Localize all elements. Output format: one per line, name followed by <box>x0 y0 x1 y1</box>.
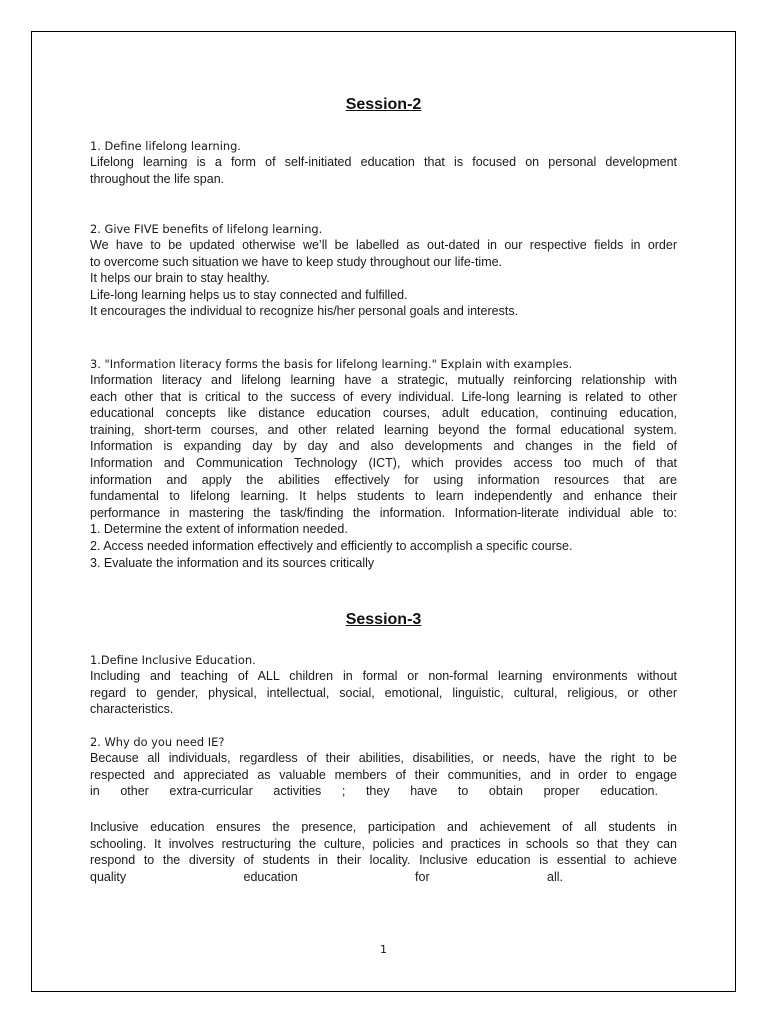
s3-q1-answer-line: Including and teaching of ALL children in formal or non-formal learning environments without <box>90 669 677 683</box>
document-page <box>31 31 736 992</box>
s2-q2-answer-line: It helps our brain to stay healthy. <box>90 271 270 286</box>
s2-q1-block <box>90 138 677 187</box>
s2-q3-answer-line: each other that is critical to the success of every individual. Life-long learning is related to other <box>90 389 677 404</box>
s2-q3-question: 3. "Information literacy forms the basis for lifelong learning." Explain with examples. <box>90 357 573 371</box>
s2-q3-answer-line: performance in mastering the task/finding the information. Information-literate individual able to: <box>90 505 677 520</box>
s2-q3-answer-line: 3. Evaluate the information and its sources critically <box>90 555 375 570</box>
s3-q2-p2-line: Inclusive education ensures the presence, participation and achievement of all students in <box>90 820 677 834</box>
s2-q3-answer-line: Information literacy and lifelong learning have a strategic, mutually reinforcing relationship with <box>90 373 677 387</box>
s3-q2-answer-line: in other extra-curricular activities ; they have to obtain proper education. <box>90 784 658 799</box>
s2-q3-answer-line: Information and Communication Technology (ICT), which provides access too much of that <box>90 455 677 470</box>
s2-q3-answer-line: information and apply the abilities effectively for using information resources that are <box>90 472 677 487</box>
s2-q1-question: 1. Define lifelong learning. <box>90 139 241 153</box>
s2-q2-block <box>90 221 677 320</box>
s2-q2-answer-line: Life-long learning helps us to stay connected and fulfilled. <box>90 287 408 302</box>
s3-q1-block <box>90 652 677 718</box>
s3-q1-answer-line: regard to gender, physical, intellectual, social, emotional, linguistic, cultural, religious, or other <box>90 685 677 700</box>
s3-q2-p2-line: quality education for all. <box>90 869 563 884</box>
session-2-heading: Session-2 <box>345 96 422 113</box>
s3-q2-paragraph2 <box>90 819 677 885</box>
s2-q3-answer-line: educational concepts like distance education courses, adult education, continuing education, <box>90 406 677 421</box>
s2-q3-answer-line: Information is expanding day by day and also developments and changes in the field of <box>90 439 677 454</box>
page-number: 1 <box>380 943 387 956</box>
s2-q3-answer-line: 2. Access needed information effectively and efficiently to accomplish a specific course. <box>90 538 573 553</box>
s2-q2-question: 2. Give FIVE benefits of lifelong learning. <box>90 222 323 236</box>
s3-q2-answer-line: respected and appreciated as valuable members of their communities, and in order to engage <box>90 767 677 782</box>
s3-q2-answer-line: Because all individuals, regardless of their abilities, disabilities, or needs, have the right to be <box>90 751 677 765</box>
s2-q3-answer-line: training, short-term courses, and other related learning beyond the formal educational system. <box>90 422 677 437</box>
session-3-heading: Session-3 <box>345 611 422 628</box>
s2-q2-answer-line: It encourages the individual to recognize his/her personal goals and interests. <box>90 304 519 319</box>
s3-q2-question: 2. Why do you need IE? <box>90 735 225 749</box>
s2-q1-answer-line: Lifelong learning is a form of self-initiated education that is focused on personal development <box>90 155 677 169</box>
s2-q2-answer-line: to overcome such situation we have to keep study throughout our life-time. <box>90 254 503 269</box>
s3-q2-p2-line: schooling. It involves restructuring the culture, policies and practices in schools so that they can <box>90 836 677 851</box>
s2-q3-answer-line: fundamental to lifelong learning. It helps students to learn independently and enhance their <box>90 489 677 504</box>
s2-q2-answer-line: We have to be updated otherwise we’ll be labelled as out-dated in our respective fields in order <box>90 238 677 252</box>
s2-q3-block <box>90 356 677 571</box>
s3-q2-block <box>90 734 677 800</box>
s2-q1-answer-line: throughout the life span. <box>90 171 225 186</box>
s3-q2-p2-line: respond to the diversity of students in their locality. Inclusive education is essential to achieve <box>90 853 677 868</box>
s3-q1-question: 1.Define Inclusive Education. <box>90 653 256 667</box>
s2-q3-answer-line: 1. Determine the extent of information needed. <box>90 522 348 537</box>
s3-q1-answer-line: characteristics. <box>90 702 174 717</box>
